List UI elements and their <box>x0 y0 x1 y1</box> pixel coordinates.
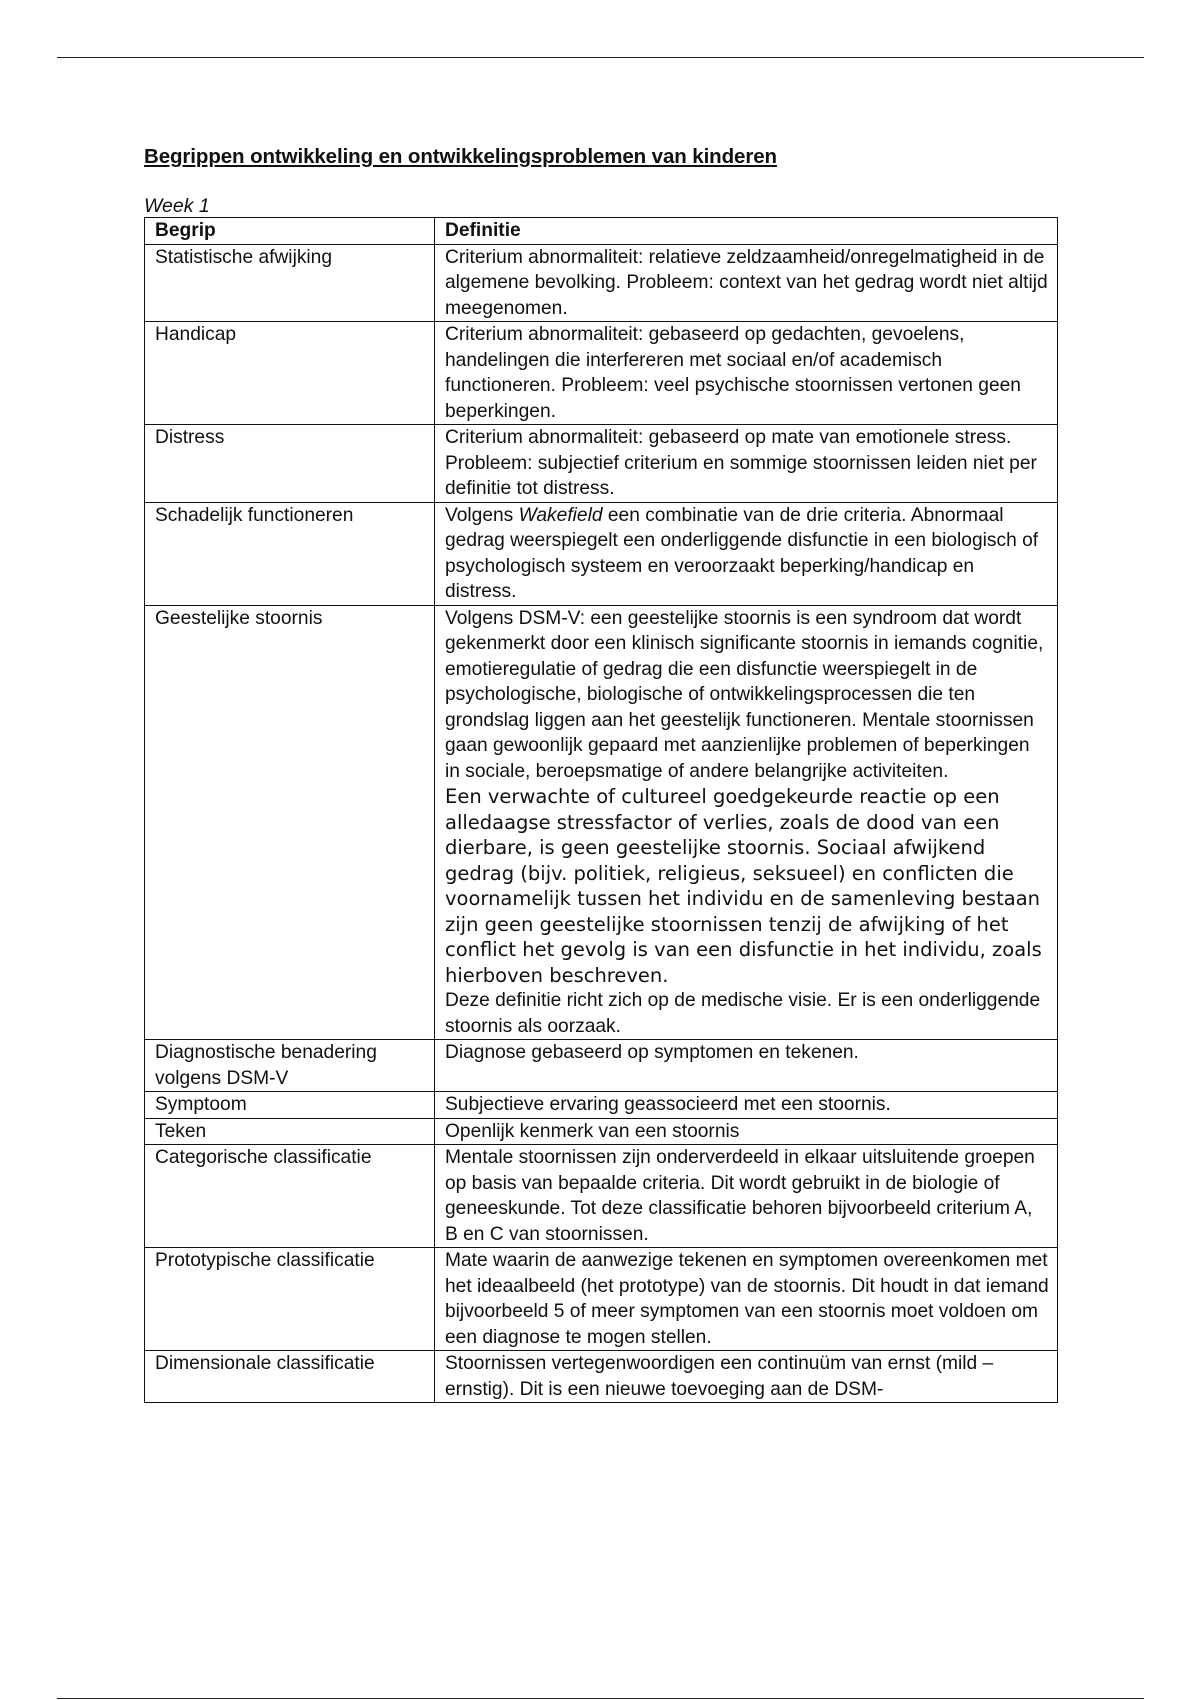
definition-cell: Criterium abnormaliteit: relatieve zeldzaamheid/onregelmatigheid in de algemene bevolking. Probleem: context van het gedrag wordt niet altijd meegenomen. <box>435 244 1058 322</box>
definition-paragraph-2: Een verwachte of cultureel goedgekeurde reactie op een alledaagse stressfactor of verlies, zoals de dood van een dierbare, is geen geestelijke stoornis. Sociaal afwijkend gedrag (bijv. politiek, religieus, seksueel) en conflicten die voornamelijk tussen het individu en de samenleving bestaan zijn geen geestelijke stoornissen tenzij de afwijking of het conflict het gevolg is van een disfunctie in het individu, zoals hierboven beschreven. <box>445 785 1042 987</box>
term-cell: Teken <box>145 1118 435 1145</box>
table-row <box>145 1092 1058 1119</box>
table-row <box>145 244 1058 322</box>
term-cell: Diagnostische benadering volgens DSM-V <box>145 1040 435 1092</box>
term-cell: Geestelijke stoornis <box>145 605 435 1040</box>
table-row <box>145 425 1058 503</box>
definitions-table <box>144 217 1058 1403</box>
table-row <box>145 1351 1058 1403</box>
table-row <box>145 502 1058 605</box>
table-row <box>145 1145 1058 1248</box>
definition-cell: Diagnose gebaseerd op symptomen en tekenen. <box>435 1040 1058 1092</box>
table-header-row <box>145 218 1058 245</box>
term-cell: Dimensionale classificatie <box>145 1351 435 1403</box>
definition-paragraph-1: Volgens DSM-V: een geestelijke stoornis is een syndroom dat wordt gekenmerkt door een klinisch significante stoornis in iemands cognitie, emotieregulatie of gedrag die een disfunctie weerspiegelt in de psychologische, biologische of ontwikkelingsprocessen die ten grondslag liggen aan het geestelijk functioneren. Mentale stoornissen gaan gewoonlijk gepaard met aanzienlijke problemen of beperkingen in sociale, beroepsmatige of andere belangrijke activiteiten. <box>445 607 1044 782</box>
definition-cell: Subjectieve ervaring geassocieerd met een stoornis. <box>435 1092 1058 1119</box>
document-body <box>144 140 1057 1403</box>
definition-text-pre: Volgens <box>445 504 519 526</box>
definition-text-post: een combinatie van de drie criteria. Abnormaal gedrag weerspiegelt een onderliggende disfunctie in een biologisch of psychologisch systeem en veroorzaakt beperking/handicap en distress. <box>445 504 1039 602</box>
document-title: Begrippen ontwikkeling en ontwikkelingsproblemen van kinderen <box>144 145 777 168</box>
term-cell: Handicap <box>145 322 435 425</box>
term-cell: Prototypische classificatie <box>145 1248 435 1351</box>
header-definitie: Definitie <box>435 218 1058 245</box>
term-cell: Categorische classificatie <box>145 1145 435 1248</box>
definition-cell: Mentale stoornissen zijn onderverdeeld in elkaar uitsluitende groepen op basis van bepaalde criteria. Dit wordt gebruikt in de biologie of geneeskunde. Tot deze classificatie behoren bijvoorbeeld criterium A, B en C van stoornissen. <box>435 1145 1058 1248</box>
header-begrip: Begrip <box>145 218 435 245</box>
definition-cell: Mate waarin de aanwezige tekenen en symptomen overeenkomen met het ideaalbeeld (het prototype) van de stoornis. Dit houdt in dat iemand bijvoorbeeld 5 of meer symptomen van een stoornis moet voldoen om een diagnose te mogen stellen. <box>435 1248 1058 1351</box>
term-cell: Distress <box>145 425 435 503</box>
definition-cell: Stoornissen vertegenwoordigen een continuüm van ernst (mild – ernstig). Dit is een nieuwe toevoeging aan de DSM- <box>435 1351 1058 1403</box>
term-cell: Statistische afwijking <box>145 244 435 322</box>
footer-rule <box>57 1698 1144 1699</box>
definition-cell: Criterium abnormaliteit: gebaseerd op gedachten, gevoelens, handelingen die interfereren met sociaal en/of academisch functioneren. Probleem: veel psychische stoornissen vertonen geen beperkingen. <box>435 322 1058 425</box>
table-row <box>145 1248 1058 1351</box>
definition-paragraph-3: Deze definitie richt zich op de medische visie. Er is een onderliggende stoornis als oorzaak. <box>445 990 1041 1037</box>
table-row <box>145 1118 1058 1145</box>
definition-cell <box>435 502 1058 605</box>
definition-cell: Criterium abnormaliteit: gebaseerd op mate van emotionele stress. Probleem: subjectief criterium en sommige stoornissen leiden niet per definitie tot distress. <box>435 425 1058 503</box>
week-label: Week 1 <box>144 195 210 217</box>
table-row <box>145 1040 1058 1092</box>
definition-cell: Openlijk kenmerk van een stoornis <box>435 1118 1058 1145</box>
term-cell: Schadelijk functioneren <box>145 502 435 605</box>
table-row <box>145 605 1058 1040</box>
definition-text-italic: Wakefield <box>518 504 603 526</box>
definition-cell <box>435 605 1058 1040</box>
header-rule <box>57 57 1144 58</box>
table-row <box>145 322 1058 425</box>
term-cell: Symptoom <box>145 1092 435 1119</box>
